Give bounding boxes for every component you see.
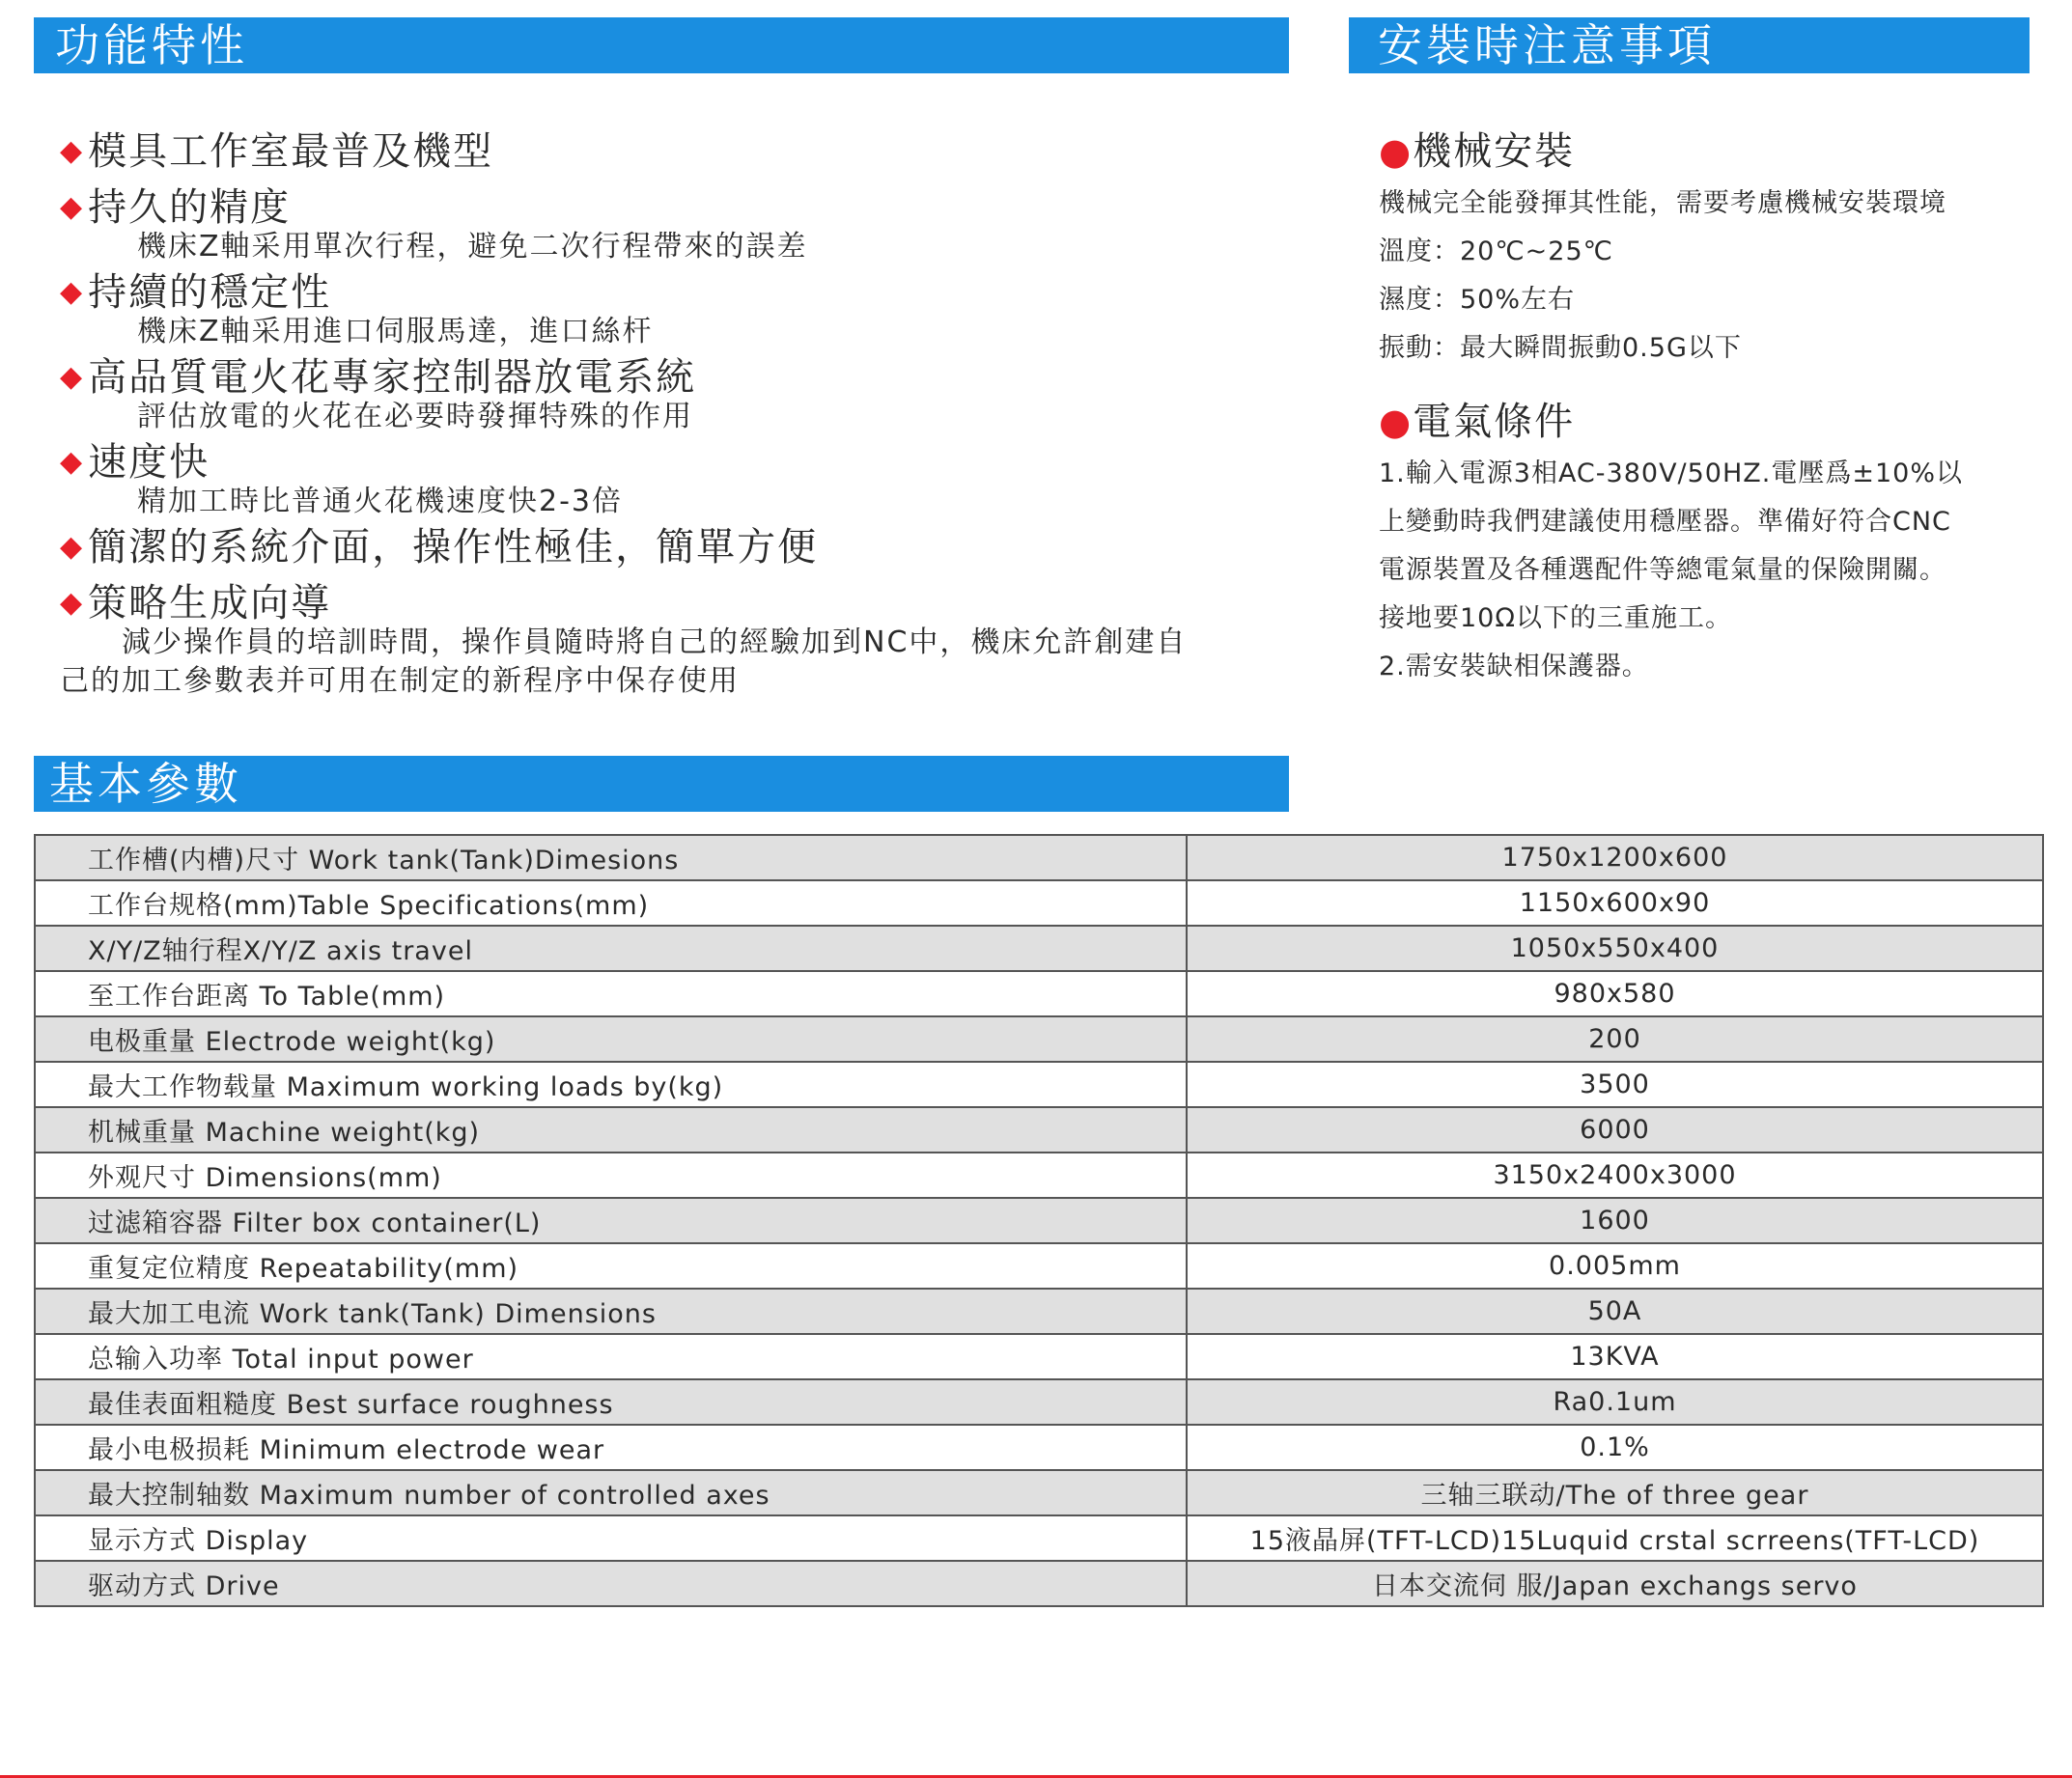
spec-value: 980x580 [1187, 971, 2043, 1016]
table-row [35, 1153, 2043, 1198]
feature-description: 機床Z軸采用進口伺服馬達，進口絲杆 [137, 315, 654, 348]
spec-value: 15液晶屏(TFT-LCD)15Luquid crstal scrreens(TFT-LCD) [1187, 1515, 2043, 1561]
diamond-bullet-icon: ◆ [60, 275, 85, 309]
spec-label: 至工作台距离 To Table(mm) [35, 971, 1187, 1016]
install-line: 溫度：20℃~25℃ [1379, 236, 1613, 266]
spec-value: 3500 [1187, 1062, 2043, 1107]
spec-label: 工作台规格(mm)Table Specifications(mm) [35, 880, 1187, 926]
spec-value: Ra0.1um [1187, 1379, 2043, 1425]
spec-label: 过滤箱容器 Filter box container(L) [35, 1198, 1187, 1243]
spec-value: 13KVA [1187, 1334, 2043, 1379]
feature-list [60, 124, 1267, 699]
install-line: 1.輸入電源3相AC-380V/50HZ.電壓爲±10%以 [1379, 458, 1964, 488]
diamond-bullet-icon: ◆ [60, 530, 85, 564]
spec-label: 驱动方式 Drive [35, 1561, 1187, 1606]
spec-label: 外观尺寸 Dimensions(mm) [35, 1153, 1187, 1198]
table-row [35, 971, 2043, 1016]
feature-title: 速度快 [88, 440, 210, 485]
table-row [35, 1561, 2043, 1606]
features-banner [34, 17, 1289, 73]
spec-label: 最大工作物载量 Maximum working loads by(kg) [35, 1062, 1187, 1107]
red-dot-icon: ● [1379, 401, 1414, 443]
spec-value: 3150x2400x3000 [1187, 1153, 2043, 1198]
spec-label: 机械重量 Machine weight(kg) [35, 1107, 1187, 1153]
spec-value: 0.1% [1187, 1425, 2043, 1470]
params-heading: 基本參數 [49, 758, 242, 810]
table-row [35, 1062, 2043, 1107]
table-row [35, 1016, 2043, 1062]
spec-label: 总输入功率 Total input power [35, 1334, 1187, 1379]
electrical-conditions-heading: ●電氣條件 [1379, 400, 1576, 444]
diamond-bullet-icon: ◆ [60, 360, 85, 394]
spec-label: 最大控制轴数 Maximum number of controlled axes [35, 1470, 1187, 1515]
spec-value: 1150x600x90 [1187, 880, 2043, 926]
table-row [35, 1243, 2043, 1289]
table-row [35, 835, 2043, 880]
diamond-bullet-icon: ◆ [60, 445, 85, 479]
table-row [35, 1515, 2043, 1561]
spec-value: 6000 [1187, 1107, 2043, 1153]
spec-label: 最佳表面粗糙度 Best surface roughness [35, 1379, 1187, 1425]
install-notes [1379, 124, 2035, 691]
spec-value: 50A [1187, 1289, 2043, 1334]
spec-value: 200 [1187, 1016, 2043, 1062]
spec-value: 1050x550x400 [1187, 926, 2043, 971]
spec-label: 工作槽(内槽)尺寸 Work tank(Tank)Dimesions [35, 835, 1187, 880]
install-line: 2.需安裝缺相保護器。 [1379, 652, 1649, 681]
feature-title: 高品質電火花專家控制器放電系統 [88, 355, 697, 400]
install-line: 電源裝置及各種選配件等總電氣量的保險開關。 [1379, 555, 1946, 585]
mechanical-install-heading: ●機械安裝 [1379, 129, 1576, 174]
feature-description: 精加工時比普通火花機速度快2-3倍 [137, 485, 623, 518]
install-line: 機械完全能發揮其性能，需要考慮機械安裝環境 [1379, 188, 1946, 218]
install-line: 振動：最大瞬間振動0.5G以下 [1379, 333, 1742, 363]
table-row [35, 880, 2043, 926]
table-row [35, 926, 2043, 971]
diamond-bullet-icon: ◆ [60, 586, 85, 620]
spec-label: X/Y/Z轴行程X/Y/Z axis travel [35, 926, 1187, 971]
spec-value: 1750x1200x600 [1187, 835, 2043, 880]
spec-value: 1600 [1187, 1198, 2043, 1243]
red-dot-icon: ● [1379, 130, 1414, 173]
spec-label: 电极重量 Electrode weight(kg) [35, 1016, 1187, 1062]
feature-description: 評估放電的火花在必要時發揮特殊的作用 [137, 400, 693, 433]
feature-item [60, 124, 1267, 180]
table-row [35, 1289, 2043, 1334]
spec-label: 最大加工电流 Work tank(Tank) Dimensions [35, 1289, 1187, 1334]
feature-description: 減少操作員的培訓時間，操作員隨時將自己的經驗加到NC中，機床允許創建自己的加工參數表并可用在制定的新程序中保存使用 [60, 625, 1188, 698]
spec-value: 0.005mm [1187, 1243, 2043, 1289]
feature-title: 模具工作室最普及機型 [88, 129, 494, 174]
spec-value: 日本交流伺 服/Japan exchangs servo [1187, 1561, 2043, 1606]
table-row [35, 1470, 2043, 1515]
spec-label: 显示方式 Display [35, 1515, 1187, 1561]
spec-value: 三轴三联动/The of three gear [1187, 1470, 2043, 1515]
feature-title: 簡潔的系統介面，操作性極佳，簡單方便 [88, 525, 819, 570]
table-row [35, 1425, 2043, 1470]
spec-label: 重复定位精度 Repeatability(mm) [35, 1243, 1187, 1289]
feature-description: 機床Z軸采用單次行程，避免二次行程帶來的誤差 [137, 230, 808, 264]
table-row [35, 1198, 2043, 1243]
install-line: 上變動時我們建議使用穩壓器。準備好符合CNC [1379, 507, 1951, 537]
spec-label: 最小电极损耗 Minimum electrode wear [35, 1425, 1187, 1470]
params-banner [34, 756, 1289, 812]
features-heading: 功能特性 [55, 19, 248, 71]
spec-table [34, 834, 2044, 1607]
install-banner [1349, 17, 2030, 73]
feature-title: 持久的精度 [88, 185, 292, 230]
diamond-bullet-icon: ◆ [60, 190, 85, 224]
feature-item [60, 519, 1267, 575]
install-line: 接地要10Ω以下的三重施工。 [1379, 603, 1732, 633]
feature-title: 持續的穩定性 [88, 270, 332, 315]
table-row [35, 1379, 2043, 1425]
table-row [35, 1334, 2043, 1379]
table-row [35, 1107, 2043, 1153]
install-line: 濕度：50%左右 [1379, 285, 1576, 315]
feature-title: 策略生成向導 [88, 581, 332, 625]
diamond-bullet-icon: ◆ [60, 134, 85, 168]
install-heading: 安裝時注意事項 [1378, 19, 1716, 71]
